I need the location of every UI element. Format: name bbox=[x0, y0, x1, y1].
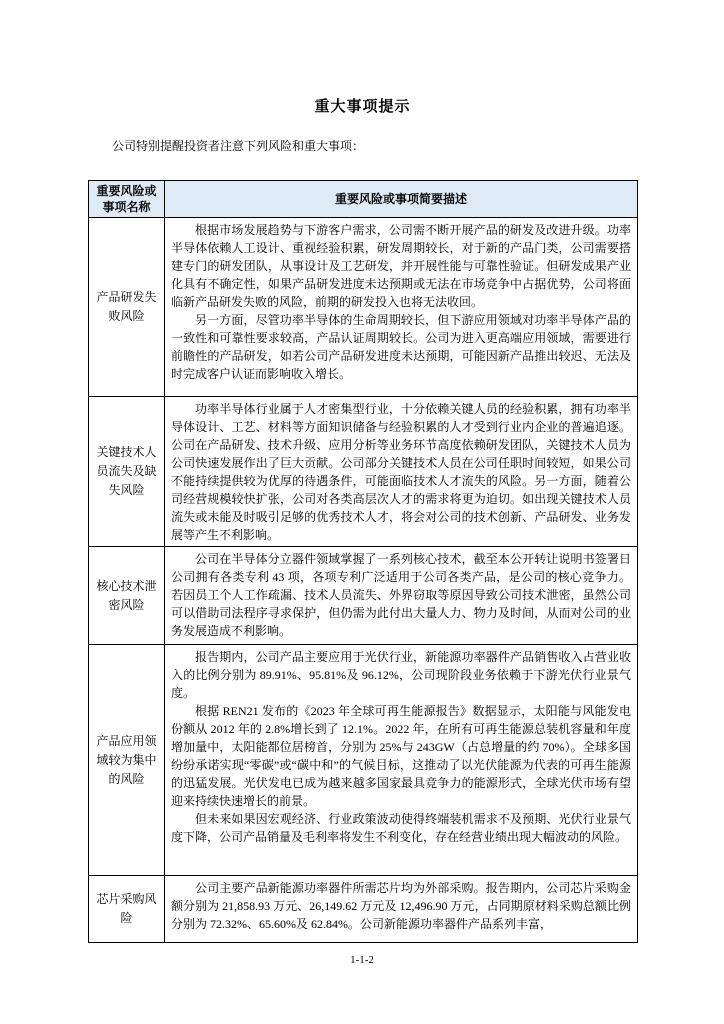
risk-name: 芯片采购风险 bbox=[89, 876, 165, 943]
risk-paragraph: 根据市场发展趋势与下游客户需求，公司需不断开展产品的研发及改进升级。功率半导体依赖人工设计、重视经验积累，研发周期较长，对于新的产品门类，公司需要搭建专门的研发团队，从事设计及工艺研发，并开展性能与可靠性验证。但研发成果产业化具有不确定性，如果产品研发进度未达预期或无法在市场竞争中占据优势，公司将面临新产品研发失败的风险，前期的研发投入也将无法收回。 bbox=[171, 223, 631, 309]
risk-paragraph: 公司在半导体分立器件领域掌握了一系列核心技术，截至本公开转让说明书签署日公司拥有各类专利 43 项，各项专利广泛适用于公司各类产品，是公司的核心竞争力。若因员工个人工作疏漏、技术人员流失、外界窃取等原因导致公司技术泄密，虽然公司可以借助司法程序寻求保护，但仍需为此付出大量人力、物力及时间，从而对公司的业务发展造成不利影响。 bbox=[171, 552, 631, 638]
risk-description bbox=[165, 645, 638, 876]
intro-paragraph: 公司特别提醒投资者注意下列风险和重大事项： bbox=[112, 139, 365, 153]
risk-name: 产品应用领域较为集中的风险 bbox=[89, 645, 165, 876]
table-row-chip-procurement-risk bbox=[89, 876, 638, 943]
page-content bbox=[0, 95, 724, 943]
risk-paragraph: 但未来如果因宏观经济、行业政策波动使得终端装机需求不及预期、光伏行业景气度下降，公司产品销量及毛利率将发生不利变化，存在经营业绩出现大幅波动的风险。 bbox=[171, 812, 631, 844]
risk-description bbox=[165, 218, 638, 397]
risk-name: 核心技术泄密风险 bbox=[89, 547, 165, 645]
risk-description bbox=[165, 547, 638, 645]
risk-paragraph: 报告期内，公司产品主要应用于光伏行业，新能源功率器件产品销售收入占营业收入的比例分别为 89.91%、95.81%及 96.12%，公司现阶段业务依赖于下游光伏行业景气度。 bbox=[171, 650, 631, 700]
page-title: 重大事项提示 bbox=[314, 99, 411, 115]
table-row-application-concentration-risk bbox=[89, 645, 638, 876]
risk-description bbox=[165, 397, 638, 547]
risk-table bbox=[88, 180, 638, 943]
table-row-product-rd-risk bbox=[89, 218, 638, 397]
risk-paragraph: 公司主要产品新能源功率器件所需芯片均为外部采购。报告期内，公司芯片采购金额分别为 21,858.93 万元、26,149.62 万元及 12,496.90 万元，占同期原材料采购总额比例分别为 72.32%、65.60%及 62.84%。公司新能源功率器件产品系列丰富， bbox=[171, 881, 631, 931]
table-row-tech-leak-risk bbox=[89, 547, 638, 645]
table-header-row bbox=[89, 181, 638, 218]
risk-paragraph: 功率半导体行业属于人才密集型行业，十分依赖关键人员的经验积累，拥有功率半导体设计、工艺、材料等方面知识储备与经验积累的人才受到行业内企业的普遍追逐。公司在产品研发、技术升级、应用分析等业务环节高度依赖研发团队，关键技术人员为公司快速发展作出了巨大贡献。公司部分关键技术人员在公司任职时间较短，如果公司不能持续提供较为优厚的待遇条件，可能面临技术人才流失的风险。另一方面，随着公司经营规模较快扩张，公司对各类高层次人才的需求将更为迫切。如出现关键技术人员流失或未能及时吸引足够的优秀技术人才，将会对公司的技术创新、产品研发、业务发展等产生不利影响。 bbox=[171, 402, 631, 542]
risk-paragraph: 根据 REN21 发布的《2023 年全球可再生能源报告》数据显示，太阳能与风能发电份额从 2012 年的 2.8%增长到了 12.1%。2022 年，在所有可再生能源总装机容量和年度增加量中，太阳能都位居榜首，分别为 25%与 243GW（占总增量的约 70%）。全球多国纷纷承诺实现“零碳”或“碳中和”的气候目标，这推动了以光伏能源为代表的可再生能源的迅猛发展。光伏发电已成为越来越多国家最具竞争力的能源形式，全球光伏市场有望迎来持续快速增长的前景。 bbox=[171, 704, 631, 808]
page-number: 1-1-2 bbox=[350, 954, 374, 966]
risk-name: 关键技术人员流失及缺失风险 bbox=[89, 397, 165, 547]
risk-description bbox=[165, 876, 638, 943]
risk-paragraph: 另一方面，尽管功率半导体的生命周期较长，但下游应用领域对功率半导体产品的一致性和可靠性要求较高，产品认证周期较长。公司为进入更高端应用领域，需要进行前瞻性的产品研发，如若公司产品研发进度未达预期，可能因新产品推出较迟、无法及时完成客户认证而影响收入增长。 bbox=[171, 313, 631, 381]
header-risk-desc: 重要风险或事项简要描述 bbox=[165, 181, 638, 218]
table-row-key-personnel-risk bbox=[89, 397, 638, 547]
risk-name: 产品研发失败风险 bbox=[89, 218, 165, 397]
header-risk-name: 重要风险或事项名称 bbox=[89, 181, 165, 218]
